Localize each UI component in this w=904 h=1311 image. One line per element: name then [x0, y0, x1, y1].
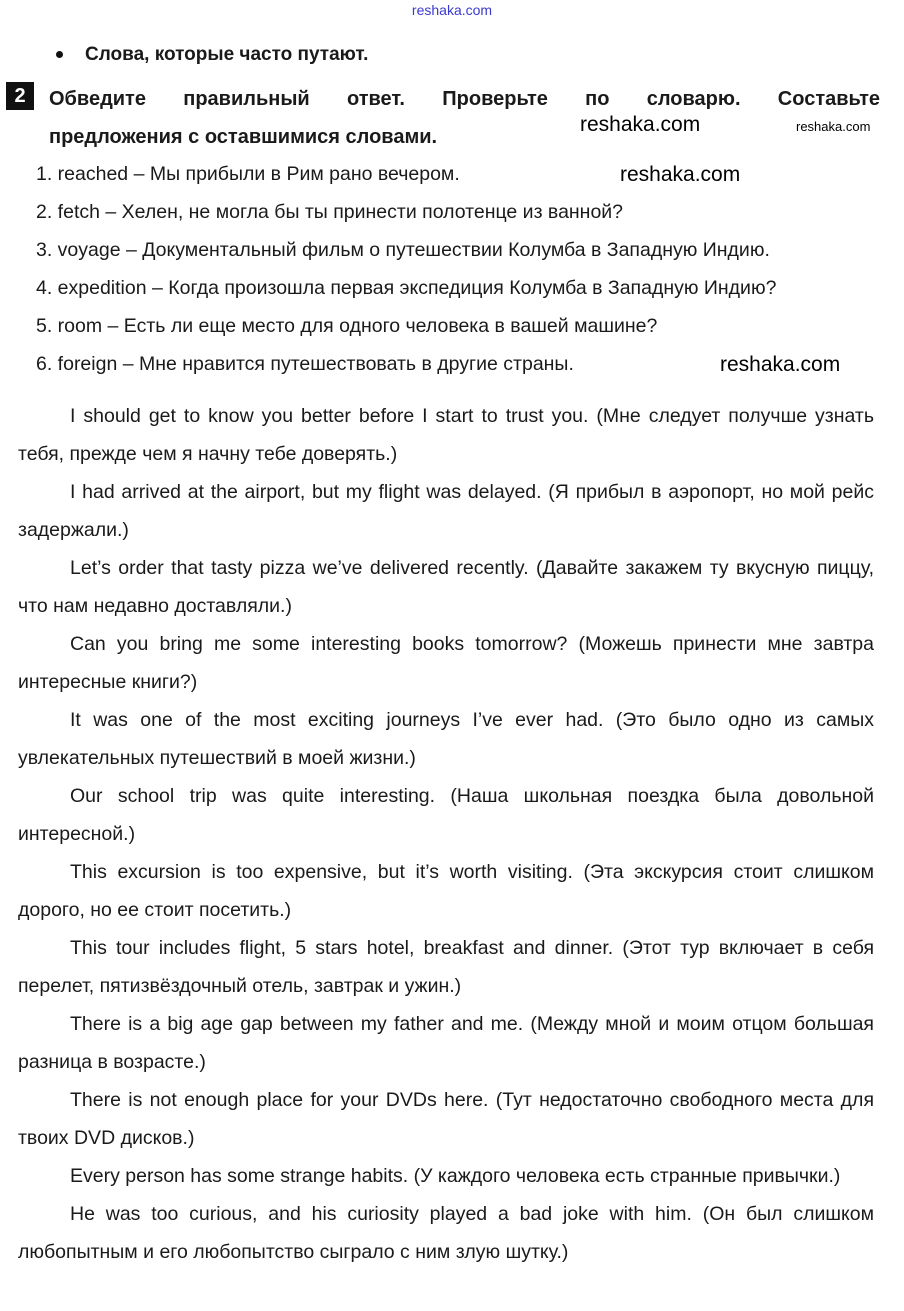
watermark: reshaka.com: [720, 353, 841, 376]
sentence: Let’s order that tasty pizza we’ve delivered recently. (Давайте закажем ту вкусную пиццу, что нам недавно доставляли.): [18, 557, 874, 617]
sentence: Every person has some strange habits. (У каждого человека есть странные привычки.): [70, 1165, 841, 1187]
sentence: There is not enough place for your DVDs here. (Тут недостаточно свободного места для твоих DVD дисков.): [18, 1089, 874, 1149]
sentence: He was too curious, and his curiosity played a bad joke with him. (Он был слишком любопытным и его любопытство сыграло с ним злую шутку.): [18, 1203, 874, 1263]
sentence: It was one of the most exciting journeys I’ve ever had. (Это было одно из самых увлекательных путешествий в моей жизни.): [18, 709, 874, 769]
answer-item: 2. fetch – Хелен, не могла бы ты принести полотенце из ванной?: [36, 201, 624, 223]
watermark: reshaka.com: [620, 163, 741, 186]
sentence: I should get to know you better before I start to trust you. (Мне следует получше узнать тебя, прежде чем я начну тебе доверять.): [18, 405, 874, 465]
watermark: reshaka.com: [580, 113, 701, 136]
answer-item: 6. foreign – Мне нравится путешествовать в другие страны.: [36, 353, 574, 375]
answer-item: 1. reached – Мы прибыли в Рим рано вечером.: [36, 163, 460, 185]
watermark-top: reshaka.com: [411, 2, 493, 18]
sentences: [18, 397, 874, 1271]
sentence: This tour includes flight, 5 stars hotel, breakfast and dinner. (Этот тур включает в себя перелет, пятизвёздочный отель, завтрак и ужин.): [18, 937, 874, 997]
section-heading: [56, 44, 368, 66]
task-number: 2: [6, 82, 34, 110]
watermark: reshaka.com: [796, 119, 871, 134]
task-line-2: предложения с оставшимися словами.: [49, 126, 438, 148]
bullet-icon: [56, 51, 63, 58]
task-instruction: [49, 80, 880, 156]
answer-list: [36, 155, 776, 383]
section-heading-text: Слова, которые часто путают.: [85, 44, 369, 65]
answer-item: 3. voyage – Документальный фильм о путешествии Колумба в Западную Индию.: [36, 239, 770, 261]
sentence: There is a big age gap between my father and me. (Между мной и моим отцом большая разница в возрасте.): [18, 1013, 874, 1073]
task-line-1: Обведите правильный ответ. Проверьте по словарю. Составьте: [49, 88, 880, 110]
sentence: Can you bring me some interesting books tomorrow? (Можешь принести мне завтра интересные книги?): [18, 633, 874, 693]
sentence: I had arrived at the airport, but my flight was delayed. (Я прибыл в аэропорт, но мой рейс задержали.): [18, 481, 874, 541]
sentence: This excursion is too expensive, but it’s worth visiting. (Эта экскурсия стоит слишком дорого, но ее стоит посетить.): [18, 861, 874, 921]
answer-item: 4. expedition – Когда произошла первая экспедиция Колумба в Западную Индию?: [36, 277, 777, 299]
sentence: Our school trip was quite interesting. (Наша школьная поездка была довольной интересной.): [18, 785, 874, 845]
answer-item: 5. room – Есть ли еще место для одного человека в вашей машине?: [36, 315, 658, 337]
